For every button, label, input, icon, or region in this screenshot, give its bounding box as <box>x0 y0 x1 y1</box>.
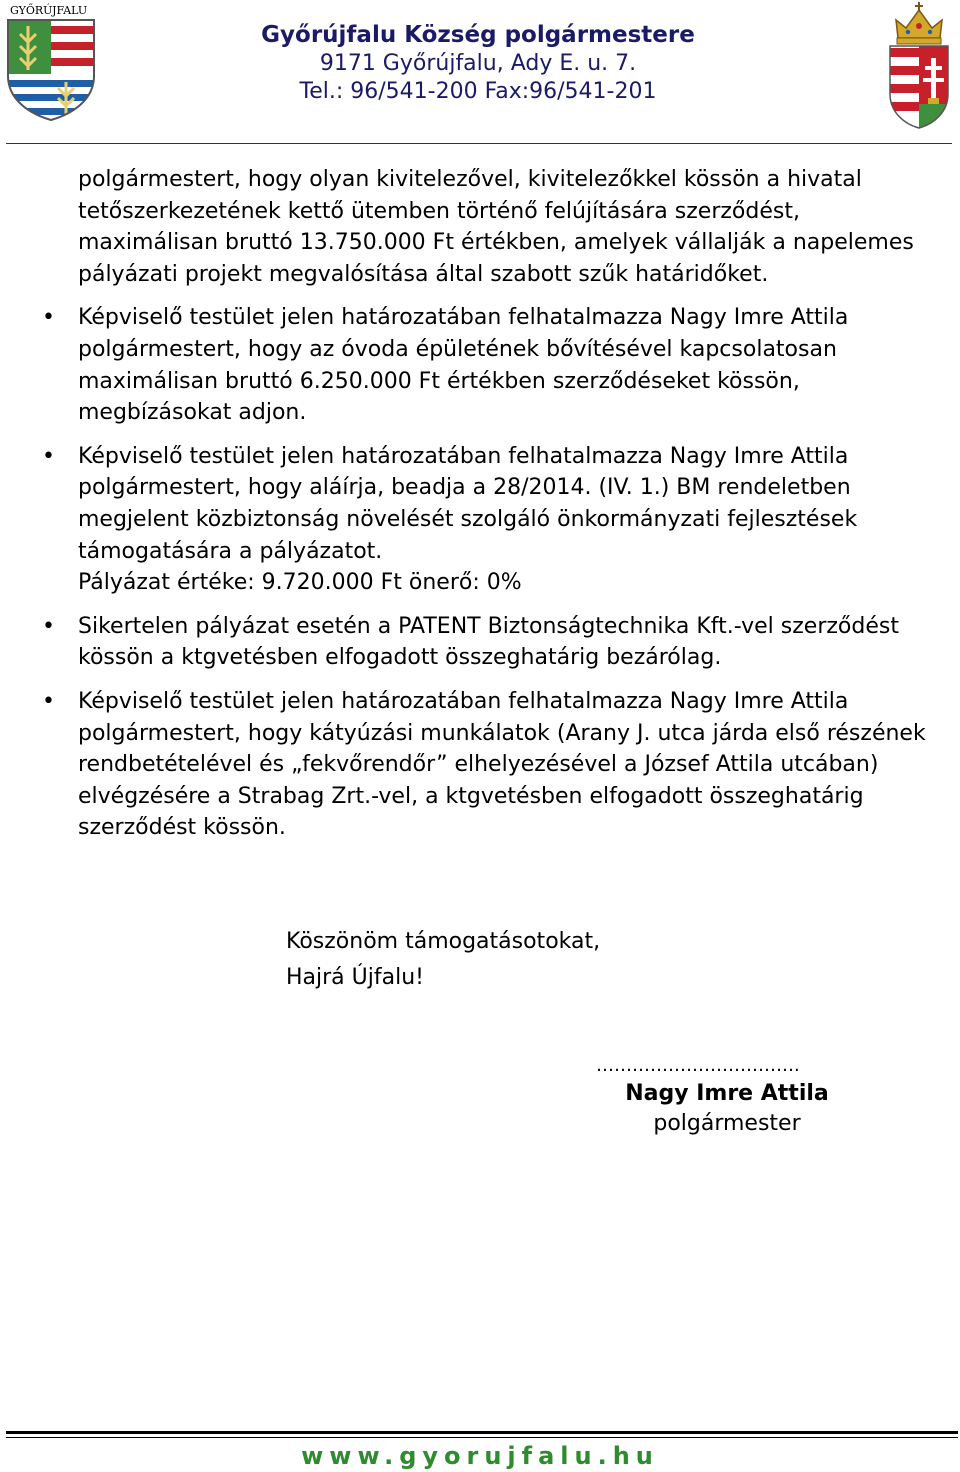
signer-name: Nagy Imre Attila <box>625 1081 829 1106</box>
gyorujfalu-coat-of-arms-icon <box>4 2 98 126</box>
bullet-icon: • <box>42 688 55 714</box>
signature-block <box>596 1053 858 1139</box>
bullet-icon: • <box>42 305 55 331</box>
shield-icon <box>6 18 96 122</box>
resolution-list <box>42 302 944 844</box>
footer-divider-thin <box>6 1437 958 1438</box>
list-item-extra: Pályázat értéke: 9.720.000 Ft önerő: 0% <box>78 570 522 596</box>
crown-shield-icon <box>884 2 954 130</box>
list-item <box>42 686 944 844</box>
closing-line-1: Köszönöm támogatásotokat, <box>286 929 601 954</box>
closing <box>286 924 600 996</box>
list-item-text: Sikertelen pályázat esetén a PATENT Biztonságtechnika Kft.-vel szerződést kössön a ktgvetésben elfogadott összeghatárig bezárólag. <box>78 613 899 671</box>
letter-body <box>42 164 944 856</box>
signer-title: polgármester <box>653 1111 801 1136</box>
intro-paragraph: polgármestert, hogy olyan kivitelezővel, kivitelezőkkel kössön a hivatal tetőszerkezetének kettő ütemben történő felújítására szerződést, maximálisan bruttó 13.750.000 Ft értékben, amelyek vállalják a napelemes pályázati projekt megvalósítása által szabott szűk határidőket. <box>78 167 914 287</box>
letterhead <box>0 0 960 146</box>
footer-divider-thick <box>6 1431 958 1434</box>
letterhead-text <box>110 20 846 106</box>
crest-name: GYŐRÚJFALU <box>10 4 88 17</box>
list-item <box>42 302 944 428</box>
bullet-icon: • <box>42 613 55 639</box>
list-item <box>42 611 944 674</box>
bullet-icon: • <box>42 443 55 469</box>
header-divider <box>6 143 952 144</box>
letterhead-address: 9171 Győrújfalu, Ady E. u. 7. <box>319 51 637 76</box>
closing-line-2: Hajrá Újfalu! <box>286 965 424 990</box>
list-item-text: Képviselő testület jelen határozatában felhatalmazza Nagy Imre Attila polgármestert, hogy aláírja, beadja a 28/2014. (IV. 1.) BM rendeletben megjelent közbiztonság növelését szolgáló önkormányzati fejlesztések támogatására a pályázatot. <box>78 443 858 564</box>
list-item <box>42 441 944 599</box>
letterhead-title: Győrújfalu Község polgármestere <box>261 22 695 48</box>
list-item-text: Képviselő testület jelen határozatában felhatalmazza Nagy Imre Attila polgármestert, hogy az óvoda épületének bővítésével kapcsolatosan maximálisan bruttó 6.250.000 Ft értékben szerződéseket kössön, megbízásokat adjon. <box>78 305 849 426</box>
list-item-text: Képviselő testület jelen határozatában felhatalmazza Nagy Imre Attila polgármestert, hogy kátyúzási munkálatok (Arany J. utca járda első részének rendbetételével és „fekvőrendőr” elhelyezésével a József Attila utcában) elvégzésére a Strabag Zrt.-vel, a ktgvetésben elfogadott összeghatárig szerződést kössön. <box>78 688 926 841</box>
letterhead-phone: Tel.: 96/541-200 Fax:96/541-201 <box>299 79 657 104</box>
hungarian-coat-of-arms-icon <box>884 2 954 130</box>
footer-website-link[interactable]: www.gyorujfalu.hu <box>301 1442 659 1470</box>
signature-line: ……………………………. <box>596 1055 800 1076</box>
